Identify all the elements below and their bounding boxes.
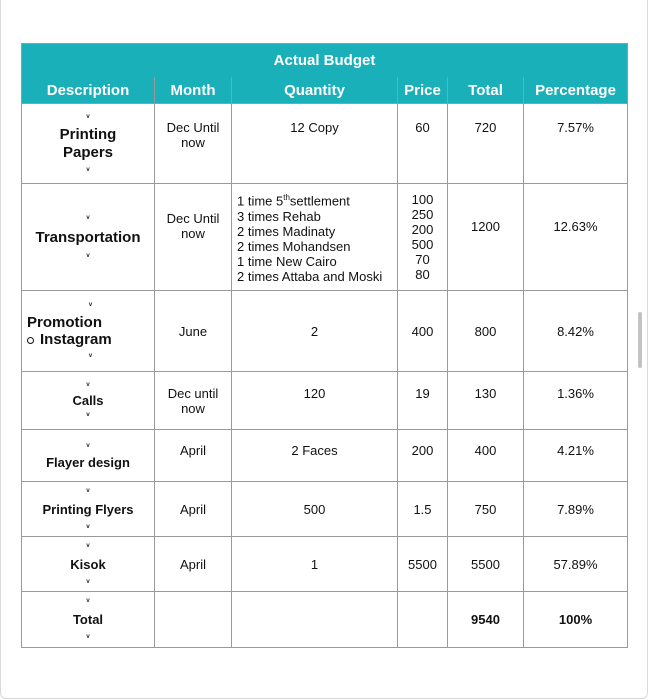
tick-icon: ᵛ (86, 521, 90, 532)
table-row-total (22, 592, 628, 648)
table-title: Actual Budget (22, 44, 628, 78)
row-percentage: 100% (524, 592, 628, 648)
row-description: ᵛ Kisok ᵛ (22, 537, 155, 592)
tick-icon: ᵛ (88, 300, 93, 310)
row-price: 100 250 200 500 70 80 (398, 184, 448, 291)
row-price: 5500 (398, 537, 448, 592)
row-description: ᵛ Flayer design (22, 430, 155, 482)
row-month: Dec Until now (155, 184, 232, 291)
tick-icon: ᵛ (86, 540, 90, 551)
header-percentage: Percentage (524, 77, 628, 104)
header-price: Price (398, 77, 448, 104)
row-description: ᵛ Printing Flyers ᵛ (22, 482, 155, 537)
row-month: April (155, 430, 232, 482)
row-total: 5500 (448, 537, 524, 592)
row-quantity: 2 Faces (232, 430, 398, 482)
row-month: April (155, 482, 232, 537)
row-month: April (155, 537, 232, 592)
tick-icon: ᵛ (86, 212, 90, 223)
tick-icon: ᵛ (88, 351, 93, 361)
table-row (22, 537, 628, 592)
row-total: 9540 (448, 592, 524, 648)
tick-icon: ᵛ (86, 380, 90, 390)
row-quantity: 120 (232, 372, 398, 430)
tick-icon: ᵛ (86, 440, 90, 451)
row-quantity (232, 592, 398, 648)
tick-icon: ᵛ (86, 250, 90, 261)
row-description: ᵛ Promotion Instagram ᵛ (22, 291, 155, 372)
tick-icon: ᵛ (86, 485, 90, 496)
tick-icon: ᵛ (86, 596, 90, 606)
scrollbar[interactable] (638, 312, 642, 368)
row-quantity: 1 (232, 537, 398, 592)
row-price: 400 (398, 291, 448, 372)
row-price: 200 (398, 430, 448, 482)
row-percentage: 1.36% (524, 372, 628, 430)
row-description: ᵛ Calls ᵛ (22, 372, 155, 430)
row-percentage: 57.89% (524, 537, 628, 592)
row-price: 19 (398, 372, 448, 430)
row-total: 400 (448, 430, 524, 482)
row-percentage: 7.89% (524, 482, 628, 537)
row-month: June (155, 291, 232, 372)
row-description: ᵛ Transportation ᵛ (22, 184, 155, 291)
row-percentage: 8.42% (524, 291, 628, 372)
row-price: 1.5 (398, 482, 448, 537)
row-quantity: 12 Copy (232, 104, 398, 184)
tick-icon: ᵛ (86, 632, 90, 642)
header-description: Description (22, 77, 155, 104)
row-quantity: 500 (232, 482, 398, 537)
row-total: 1200 (448, 184, 524, 291)
row-price: 60 (398, 104, 448, 184)
row-percentage: 4.21% (524, 430, 628, 482)
table-row (22, 430, 628, 482)
row-total: 720 (448, 104, 524, 184)
table-row (22, 372, 628, 430)
budget-table (21, 43, 628, 648)
tick-icon: ᵛ (86, 576, 90, 587)
row-total: 130 (448, 372, 524, 430)
header-month: Month (155, 77, 232, 104)
tick-icon: ᵛ (86, 410, 90, 420)
tick-icon: ᵛ (86, 164, 90, 175)
header-total: Total (448, 77, 524, 104)
row-description: ᵛ Printing Papers ᵛ (22, 104, 155, 184)
table-row (22, 291, 628, 372)
row-month (155, 592, 232, 648)
table-row (22, 482, 628, 537)
tick-icon: ᵛ (86, 111, 90, 122)
header-quantity: Quantity (232, 77, 398, 104)
row-price (398, 592, 448, 648)
table-row (22, 104, 628, 184)
bullet-icon (27, 337, 34, 344)
table-row (22, 184, 628, 291)
row-month: Dec Until now (155, 104, 232, 184)
row-total: 800 (448, 291, 524, 372)
row-percentage: 12.63% (524, 184, 628, 291)
row-description: ᵛ Total ᵛ (22, 592, 155, 648)
row-month: Dec until now (155, 372, 232, 430)
row-total: 750 (448, 482, 524, 537)
row-quantity: 1 time 5thsettlement 3 times Rehab 2 times Madinaty 2 times Mohandsen 1 time New Cairo 2 times Attaba and Moski (232, 184, 398, 291)
row-quantity: 2 (232, 291, 398, 372)
row-percentage: 7.57% (524, 104, 628, 184)
